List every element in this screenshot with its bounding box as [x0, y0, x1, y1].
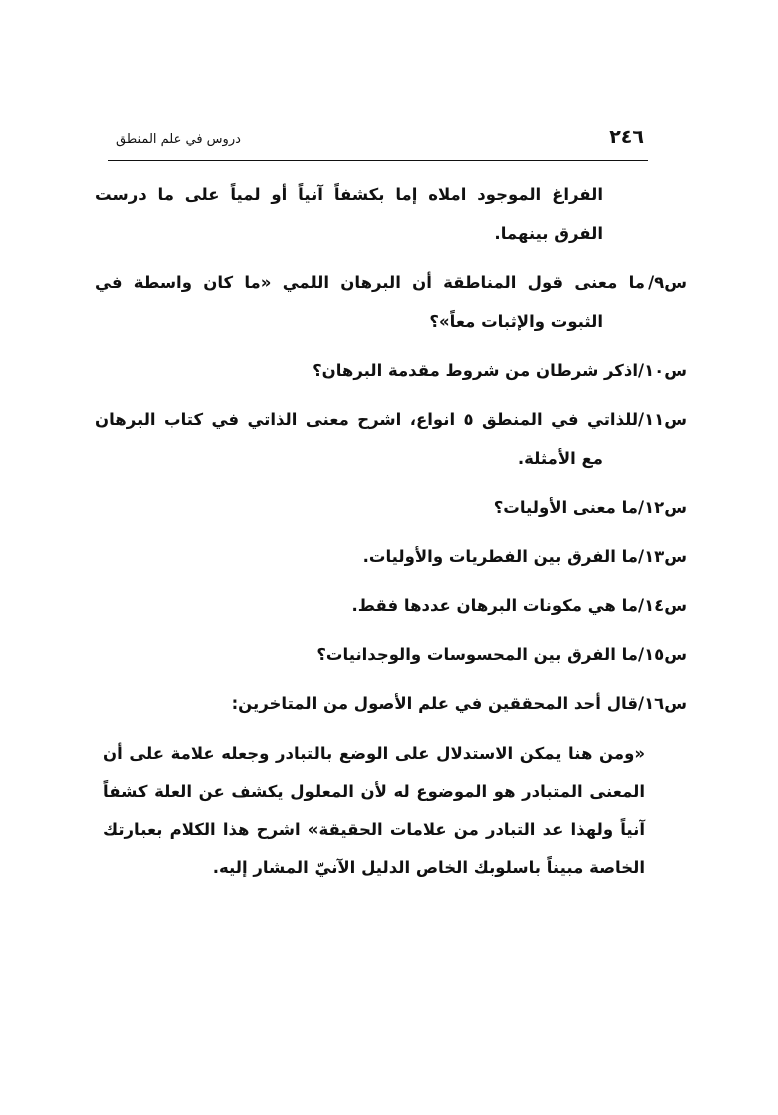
running-title: دروس في علم المنطق — [116, 132, 241, 147]
question-text: للذاتي في المنطق ٥ انواع، اشرح معنى الذاتي في كتاب البرهان مع الأمثلة. — [95, 410, 639, 468]
header-rule — [108, 160, 648, 161]
question-number: س١٠/ — [638, 361, 687, 380]
page-header — [108, 128, 648, 158]
question-number: س١٤/ — [638, 596, 687, 615]
quoted-passage: «ومن هنا يمكن الاستدلال على الوضع بالتبادر وجعله علامة على أن المعنى المتبادر هو الموضوع له لأن المعلول يكشف عن العلة كشفاً آنياً ولهذا عد التبادر من علامات الحقيقة» اشرح هذا الكلام بعبارتك الخاصة مبيناً باسلوبك الخاص الدليل الآنيّ المشار إليه. — [103, 744, 645, 877]
question-14 — [95, 586, 687, 625]
question-12 — [95, 488, 687, 527]
question-text: ما الفرق بين المحسوسات والوجدانيات؟ — [316, 645, 639, 664]
question-text: ما هي مكونات البرهان عددها فقط. — [351, 596, 639, 615]
question-11 — [95, 400, 687, 478]
question-16 — [95, 684, 687, 723]
question-13 — [95, 537, 687, 576]
question-text: اذكر شرطان من شروط مقدمة البرهان؟ — [312, 361, 639, 380]
question-number: س١٥/ — [638, 645, 687, 664]
page-body — [95, 175, 687, 887]
question-text: قال أحد المحققين في علم الأصول من المتاخرين: — [231, 694, 639, 713]
intro-paragraph: الفراغ الموجود املاه إما بكشفاً آنياً أو لمياً على ما درست الفرق بينهما. — [95, 185, 603, 243]
question-text: ما معنى قول المناطقة أن البرهان اللمي «ما كان واسطة في الثبوت والإثبات معاً»؟ — [95, 273, 645, 331]
question-9: س٩/ما معنى قول المناطقة أن البرهان اللمي «ما كان واسطة في الثبوت والإثبات معاً»؟ — [95, 273, 687, 331]
question-number: س١٢/ — [638, 498, 687, 517]
question-number: س١١/ — [638, 410, 687, 429]
question-15 — [95, 635, 687, 674]
question-10 — [95, 351, 687, 390]
question-number: س١٦/ — [638, 694, 687, 713]
question-text: ما معنى الأوليات؟ — [493, 498, 639, 517]
question-number: س١٣/ — [638, 547, 687, 566]
page-number: ٢٤٦ — [609, 126, 644, 148]
question-text: ما الفرق بين الفطريات والأوليات. — [362, 547, 639, 566]
